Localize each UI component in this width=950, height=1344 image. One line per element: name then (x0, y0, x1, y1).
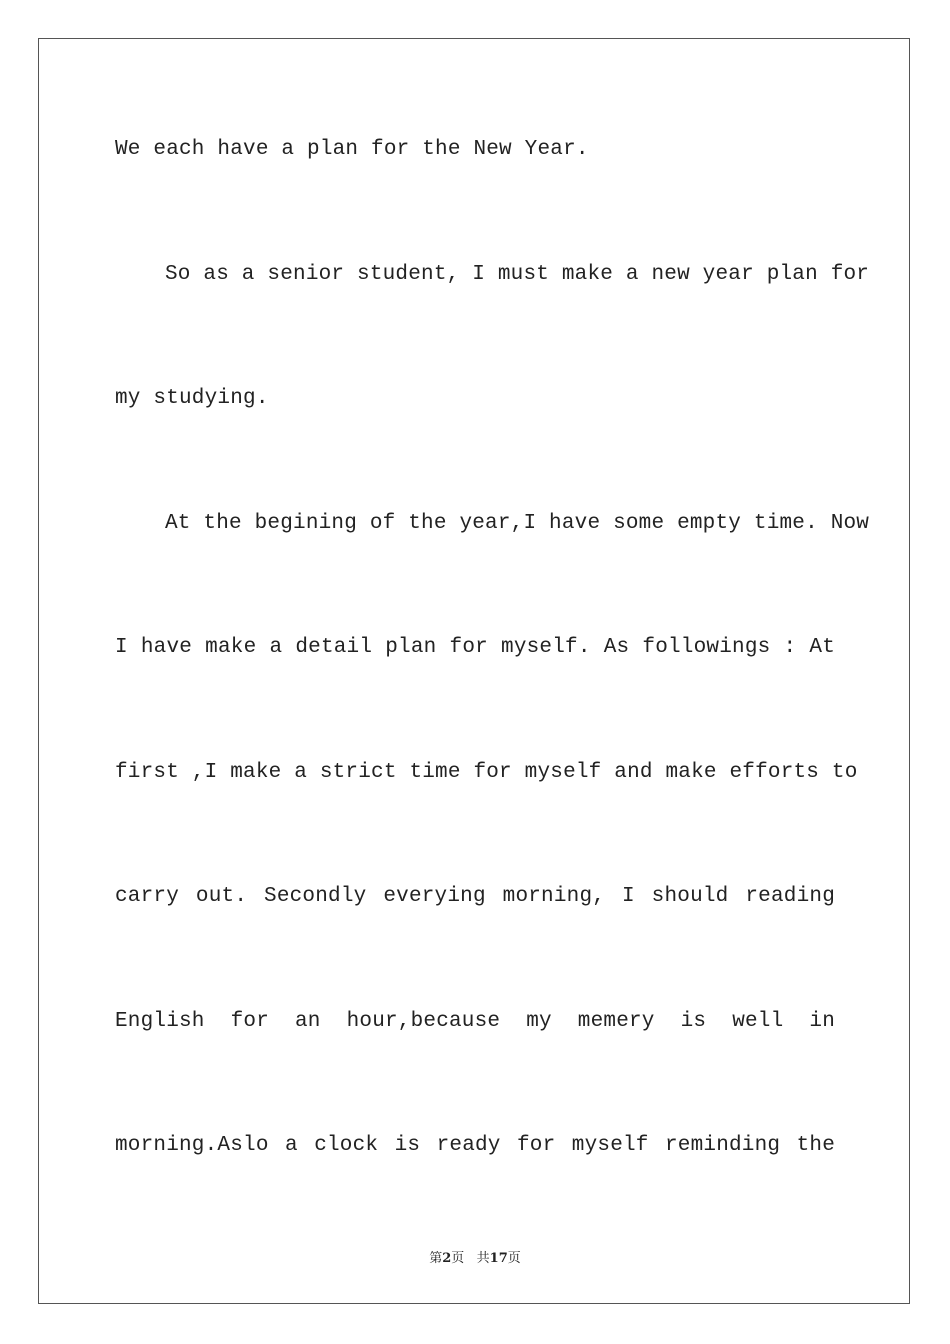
footer-page-number: 2 (442, 1251, 452, 1266)
footer-total-pages: 17 (489, 1251, 508, 1266)
footer-middle: 页 共 (451, 1251, 490, 1266)
text-line-2: So as a senior student, I must make a new year plan for (165, 263, 870, 286)
text-line-3: my studying. (115, 387, 269, 410)
text-line-4: At the begining of the year,I have some empty time. Now (165, 512, 870, 535)
text-line-6: first ,I make a strict time for myself and make efforts to (115, 761, 858, 784)
text-line-8: English for an hour,because my memery is well in (115, 1010, 835, 1033)
text-line-9: morning.Aslo a clock is ready for myself reminding the (115, 1134, 835, 1157)
page-border (38, 38, 910, 1304)
text-line-5: I have make a detail plan for myself. As followings : At (115, 636, 835, 659)
text-line-1: We each have a plan for the New Year. (115, 138, 589, 161)
text-line-7: carry out. Secondly everying morning, I should reading (115, 885, 835, 908)
footer-prefix: 第 (429, 1251, 443, 1266)
page-footer (0, 1247, 950, 1266)
footer-suffix: 页 (507, 1251, 521, 1266)
